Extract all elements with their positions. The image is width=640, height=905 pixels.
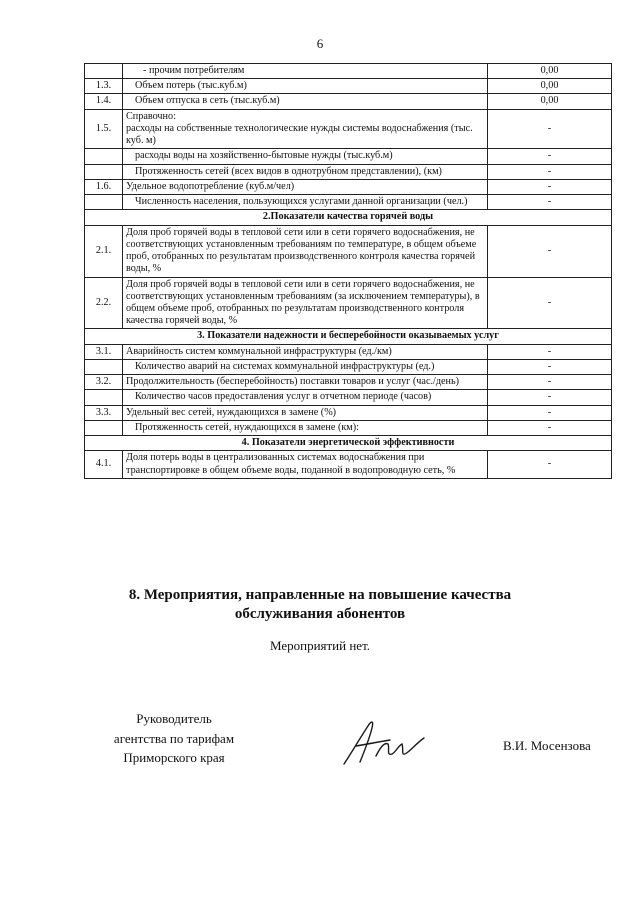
table-row	[85, 64, 612, 79]
signatory-position-line1: Руководитель	[136, 711, 212, 726]
row-label: Аварийность систем коммунальной инфраструктуры (ед./км)	[123, 344, 488, 359]
section-8-heading	[0, 586, 640, 624]
signatory-position-line2: агентства по тарифам	[113, 730, 235, 746]
row-value: 0,00	[488, 64, 612, 79]
row-label: Удельное водопотребление (куб.м/чел)	[123, 179, 488, 194]
row-value: -	[488, 179, 612, 194]
table-row	[85, 79, 612, 94]
row-value: -	[488, 375, 612, 390]
signature-block	[104, 709, 244, 768]
row-number	[85, 64, 123, 79]
row-label: Объем потерь (тыс.куб.м)	[123, 79, 488, 94]
row-number: 4.1.	[85, 451, 123, 478]
section-title: 4. Показатели энергетической эффективности	[85, 436, 612, 451]
row-label: Доля потерь воды в централизованных системах водоснабжения при транспортировке в общем объеме воды, поданной в водопроводную сеть, %	[123, 451, 488, 478]
table-row	[85, 179, 612, 194]
table-row	[85, 149, 612, 164]
row-label: - прочим потребителям	[123, 64, 488, 79]
row-label: Справочно: расходы на собственные технологические нужды системы водоснабжения (тыс. куб. м)	[123, 109, 488, 149]
table-row	[85, 375, 612, 390]
table-row	[85, 451, 612, 478]
table-row	[85, 344, 612, 359]
row-label: Объем отпуска в сеть (тыс.куб.м)	[123, 94, 488, 109]
row-label: Количество аварий на системах коммунальной инфраструктуры (ед.)	[123, 359, 488, 374]
indicators-table-body	[85, 64, 612, 479]
section-title: 3. Показатели надежности и бесперебойности оказываемых услуг	[85, 329, 612, 344]
row-number: 3.3.	[85, 405, 123, 420]
row-label: расходы воды на хозяйственно-бытовые нужды (тыс.куб.м)	[123, 149, 488, 164]
row-value: -	[488, 109, 612, 149]
section-8-body: Мероприятий нет.	[269, 638, 371, 653]
row-number	[85, 195, 123, 210]
row-value: -	[488, 149, 612, 164]
section-8-title-line1: 8. Мероприятия, направленные на повышение качества	[128, 587, 512, 603]
row-number: 1.6.	[85, 179, 123, 194]
row-value: -	[488, 195, 612, 210]
table-row	[85, 420, 612, 435]
row-value: -	[488, 277, 612, 329]
table-row	[85, 405, 612, 420]
table-row	[85, 225, 612, 277]
table-row	[85, 390, 612, 405]
table-section-header	[85, 436, 612, 451]
handwritten-signature	[338, 712, 428, 772]
row-number: 3.2.	[85, 375, 123, 390]
signer-name: В.И. Мосензова	[503, 738, 591, 753]
row-value: -	[488, 451, 612, 478]
row-number	[85, 359, 123, 374]
table-row	[85, 277, 612, 329]
row-number	[85, 390, 123, 405]
row-label: Удельный вес сетей, нуждающихся в замене (%)	[123, 405, 488, 420]
row-number: 2.2.	[85, 277, 123, 329]
row-number: 1.3.	[85, 79, 123, 94]
table-row	[85, 109, 612, 149]
row-label: Численность населения, пользующихся услугами данной организации (чел.)	[123, 195, 488, 210]
table-section-header	[85, 210, 612, 225]
page-number: 6	[316, 36, 324, 51]
section-8-title-line2: обслуживания абонентов	[234, 605, 406, 622]
row-number: 1.5.	[85, 109, 123, 149]
row-value: 0,00	[488, 79, 612, 94]
row-number	[85, 149, 123, 164]
table-section-header	[85, 329, 612, 344]
row-label: Доля проб горячей воды в тепловой сети или в сети горячего водоснабжения, не соответствующих установленным требованиям (за исключением температуры), в общем объеме проб, отобранных по результатам производственного контроля качества горячей воды, %	[123, 277, 488, 329]
signatory-position-line3: Приморского края	[123, 750, 225, 765]
row-value: -	[488, 359, 612, 374]
row-value: -	[488, 225, 612, 277]
table-row	[85, 195, 612, 210]
row-value: -	[488, 405, 612, 420]
row-number: 3.1.	[85, 344, 123, 359]
row-label: Количество часов предоставления услуг в отчетном периоде (часов)	[123, 390, 488, 405]
table-row	[85, 94, 612, 109]
row-number: 2.1.	[85, 225, 123, 277]
row-value: -	[488, 344, 612, 359]
indicators-table	[84, 63, 612, 479]
row-label: Доля проб горячей воды в тепловой сети или в сети горячего водоснабжения, не соответствующих установленным требованиям по температуре, в общем объеме проб, отобранных по результатам производственного контроля качества горячей воды, %	[123, 225, 488, 277]
section-title: 2.Показатели качества горячей воды	[85, 210, 612, 225]
row-label: Протяженность сетей (всех видов в однотрубном представлении), (км)	[123, 164, 488, 179]
row-label: Продолжительность (бесперебойность) поставки товаров и услуг (час./день)	[123, 375, 488, 390]
table-row	[85, 164, 612, 179]
row-number	[85, 164, 123, 179]
table-row	[85, 359, 612, 374]
row-label: Протяженность сетей, нуждающихся в замене (км):	[123, 420, 488, 435]
row-value: -	[488, 420, 612, 435]
row-number: 1.4.	[85, 94, 123, 109]
row-number	[85, 420, 123, 435]
row-value: -	[488, 390, 612, 405]
row-value: 0,00	[488, 94, 612, 109]
row-value: -	[488, 164, 612, 179]
